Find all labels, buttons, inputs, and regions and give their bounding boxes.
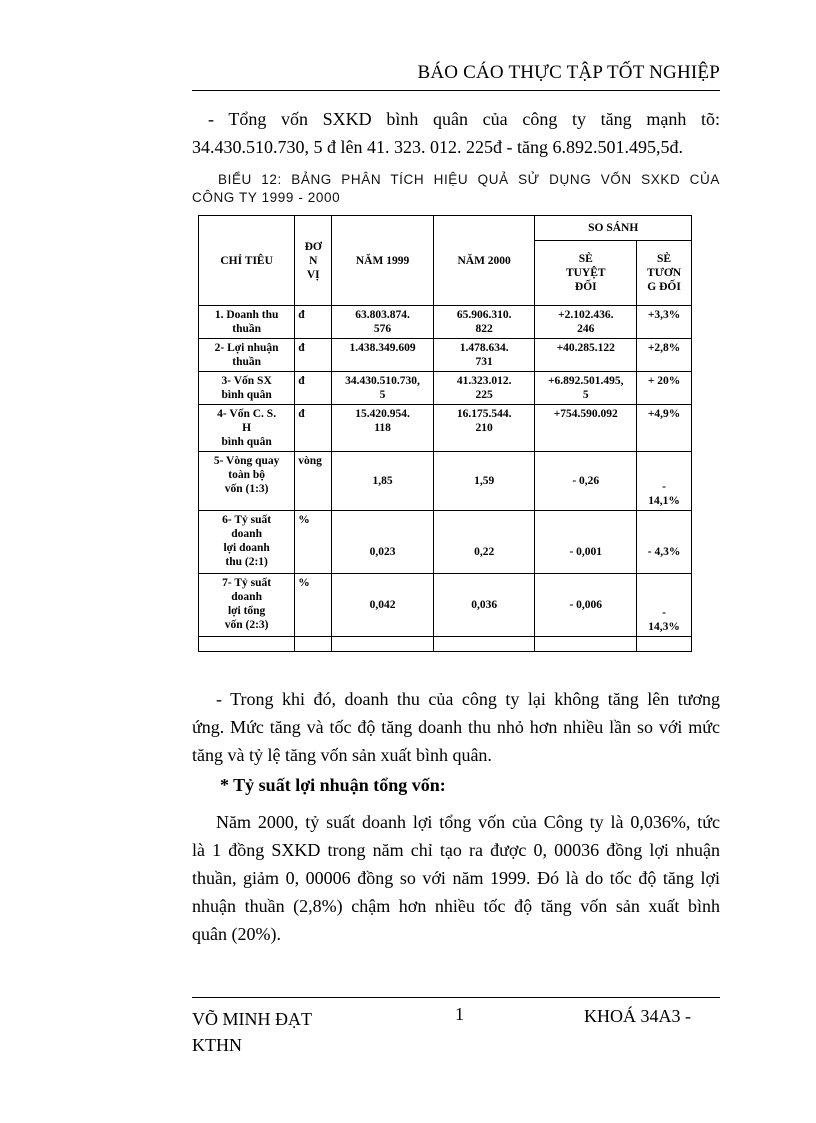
cell-text: doanh [231,591,262,603]
paragraph-capital-growth [192,105,720,161]
table-row [199,306,692,339]
header-absolute-part: TUYỆT [565,267,606,279]
cell-indicator [199,372,295,405]
cell-absolute: +754.590.092 [535,405,637,452]
cell-unit: đ [295,405,332,452]
cell-text: 14,3% [648,621,680,633]
cell-2000 [433,405,534,452]
cell-text: +2.102.436. [558,309,614,321]
cell-text: 3- Vốn SX [221,375,272,387]
header-relative-part: SÈ [657,253,672,265]
cell-1999 [332,306,434,339]
cell-text: doanh [231,528,262,540]
cell-text: vốn (2:3) [224,619,269,631]
cell-text: 34.430.510.730, [345,375,420,387]
cell-absolute [535,306,637,339]
cell-empty [332,637,434,652]
footer-class: KHOÁ 34A3 - [584,1006,691,1026]
footer-author-dept: KTHN [192,1035,242,1055]
cell-1999: 0,042 [332,574,434,637]
cell-unit: % [295,511,332,574]
cell-1999 [332,405,434,452]
cell-2000 [433,372,534,405]
paragraph-line: - Tổng vốn SXKD bình quân của công ty tăng mạnh tõ: [208,109,720,129]
paragraph-line: - Trong khi đó, doanh thu của công ty lại không tăng lên tương [216,689,720,709]
cell-text: 2- Lợi nhuận [214,342,279,354]
table-row-empty [199,637,692,652]
header-divider [192,90,720,91]
cell-relative [637,574,692,637]
cell-text: lợi doanh [223,542,270,554]
paragraph-line: tăng và tỷ lệ tăng vốn sản xuất bình quân. [192,745,492,765]
cell-unit: vòng [295,452,332,511]
cell-text: 118 [374,422,391,434]
cell-text: 731 [475,356,493,368]
cell-unit: % [295,574,332,637]
cell-1999: 1.438.349.609 [332,339,434,372]
cell-text: thuần [232,356,262,368]
cell-text: 5 [379,389,386,401]
header-unit-part: ĐƠ [304,240,322,253]
paragraph-line: 34.430.510.730, 5 đ lên 41. 323. 012. 225đ - tăng 6.892.501.495,5đ. [192,137,683,157]
paragraph-line: nhuận thuần (2,8%) chậm hơn nhiều tốc độ tăng vốn sản xuất bình [192,896,720,916]
paragraph-line: thuần, giảm 0, 00006 đồng so với năm 1999. Đó là do tốc độ tăng lợi [192,868,720,888]
section-subheading: * Tỷ suất lợi nhuận tổng vốn: [220,775,446,795]
cell-absolute [535,372,637,405]
cell-text: 1.478.634. [459,342,509,354]
cell-indicator [199,511,295,574]
footer-author [192,1006,312,1058]
cell-2000: 0,22 [433,511,534,574]
header-year-1999: NĂM 1999 [332,216,434,306]
cell-empty [199,637,295,652]
cell-text: toàn bộ [228,469,265,481]
header-unit-part: VỊ [306,268,320,281]
cell-text: - [662,607,666,619]
cell-text: 16.175.544. [456,408,512,420]
cell-indicator [199,306,295,339]
cell-text: H [242,422,252,434]
cell-relative: +4,9% [637,405,692,452]
cell-text: 7- Tỷ suất [222,577,272,589]
cell-text: thuần [232,323,262,335]
cell-absolute: +40.285.122 [535,339,637,372]
paragraph-revenue [192,685,720,769]
paragraph-line: ứng. Mức tăng và tốc độ tăng doanh thu nhỏ hơn nhiều lần so với mức [192,717,720,737]
report-header-title: BÁO CÁO THỰC TẬP TỐT NGHIỆP [417,62,720,83]
caption-line: BIỂU 12: BẢNG PHÂN TÍCH HIỆU QUẢ SỬ DỤNG VỐN SXKD CỦA [218,172,720,187]
cell-text: 6- Tỷ suất [222,514,272,526]
paragraph-line: Năm 2000, tỷ suất doanh lợi tổng vốn của Công ty là 0,036%, tức [216,812,720,832]
header-unit [295,216,332,306]
cell-indicator [199,339,295,372]
cell-empty [433,637,534,652]
cell-text: bình quân [221,436,272,448]
cell-indicator [199,405,295,452]
cell-relative [637,452,692,511]
header-absolute-part: SÈ [578,253,593,265]
cell-text: thu (2:1) [225,556,268,568]
table-row [199,372,692,405]
cell-relative: + 20% [637,372,692,405]
cell-unit: đ [295,339,332,372]
cell-2000 [433,339,534,372]
cell-unit: đ [295,306,332,339]
cell-empty [535,637,637,652]
cell-text: 65.906.310. [456,309,512,321]
cell-empty [637,637,692,652]
cell-1999: 0,023 [332,511,434,574]
header-unit-part: N [309,254,318,267]
cell-text: vốn (1:3) [224,483,269,495]
cell-text: 1. Doanh thu [214,309,279,321]
paragraph-line: quân (20%). [192,924,281,944]
cell-text: 5 [582,389,589,401]
cell-relative: - 4,3% [637,511,692,574]
footer-divider [192,997,720,998]
cell-relative: +2,8% [637,339,692,372]
paragraph-line: là 1 đồng SXKD trong năm chỉ tạo ra được 0, 00036 đồng lợi nhuận [192,840,720,860]
table-row [199,405,692,452]
header-relative [637,241,692,306]
cell-relative: +3,3% [637,306,692,339]
table-header-row [199,216,692,241]
cell-text: 246 [577,323,595,335]
cell-indicator [199,574,295,637]
header-relative-part: G ĐỐI [647,281,681,293]
cell-absolute: - 0,001 [535,511,637,574]
table-row [199,339,692,372]
cell-text: 210 [475,422,493,434]
cell-text: bình quân [221,389,272,401]
cell-text: 41.323.012. [456,375,512,387]
table-row [199,511,692,574]
paragraph-profit-ratio [192,808,720,948]
table-row [199,452,692,511]
cell-text: 576 [373,323,392,335]
cell-2000: 0,036 [433,574,534,637]
cell-text: +6.892.501.495, [547,375,624,387]
cell-text: 4- Vốn C. S. [217,408,277,420]
header-absolute [535,241,637,306]
cell-text: 15.420.954. [355,408,410,420]
cell-2000 [433,306,534,339]
cell-empty [295,637,332,652]
footer-author-name: VÕ MINH ĐẠT [192,1009,312,1029]
cell-text: 5- Vòng quay [213,455,280,467]
cell-indicator [199,452,295,511]
header-year-2000: NĂM 2000 [433,216,534,306]
header-indicator: CHỈ TIÊU [199,216,295,306]
table-row [199,574,692,637]
caption-line: CÔNG TY 1999 - 2000 [192,190,341,205]
cell-text: 225 [475,389,493,401]
header-relative-part: TƯƠN [647,267,682,279]
cell-1999: 1,85 [332,452,434,511]
table-caption [192,171,720,207]
footer-page-number: 1 [455,1004,464,1024]
cell-absolute: - 0,006 [535,574,637,637]
cell-unit: đ [295,372,332,405]
header-absolute-part: ĐỐI [574,281,597,293]
capital-efficiency-table [198,215,692,652]
cell-2000: 1,59 [433,452,534,511]
cell-text: - [662,481,666,493]
cell-text: lợi tổng [227,605,266,617]
cell-absolute: - 0,26 [535,452,637,511]
cell-text: 822 [475,323,493,335]
cell-1999 [332,372,434,405]
cell-text: 14,1% [648,495,680,507]
header-compare: SO SÁNH [535,216,692,241]
cell-text: 63.803.874. [355,309,410,321]
